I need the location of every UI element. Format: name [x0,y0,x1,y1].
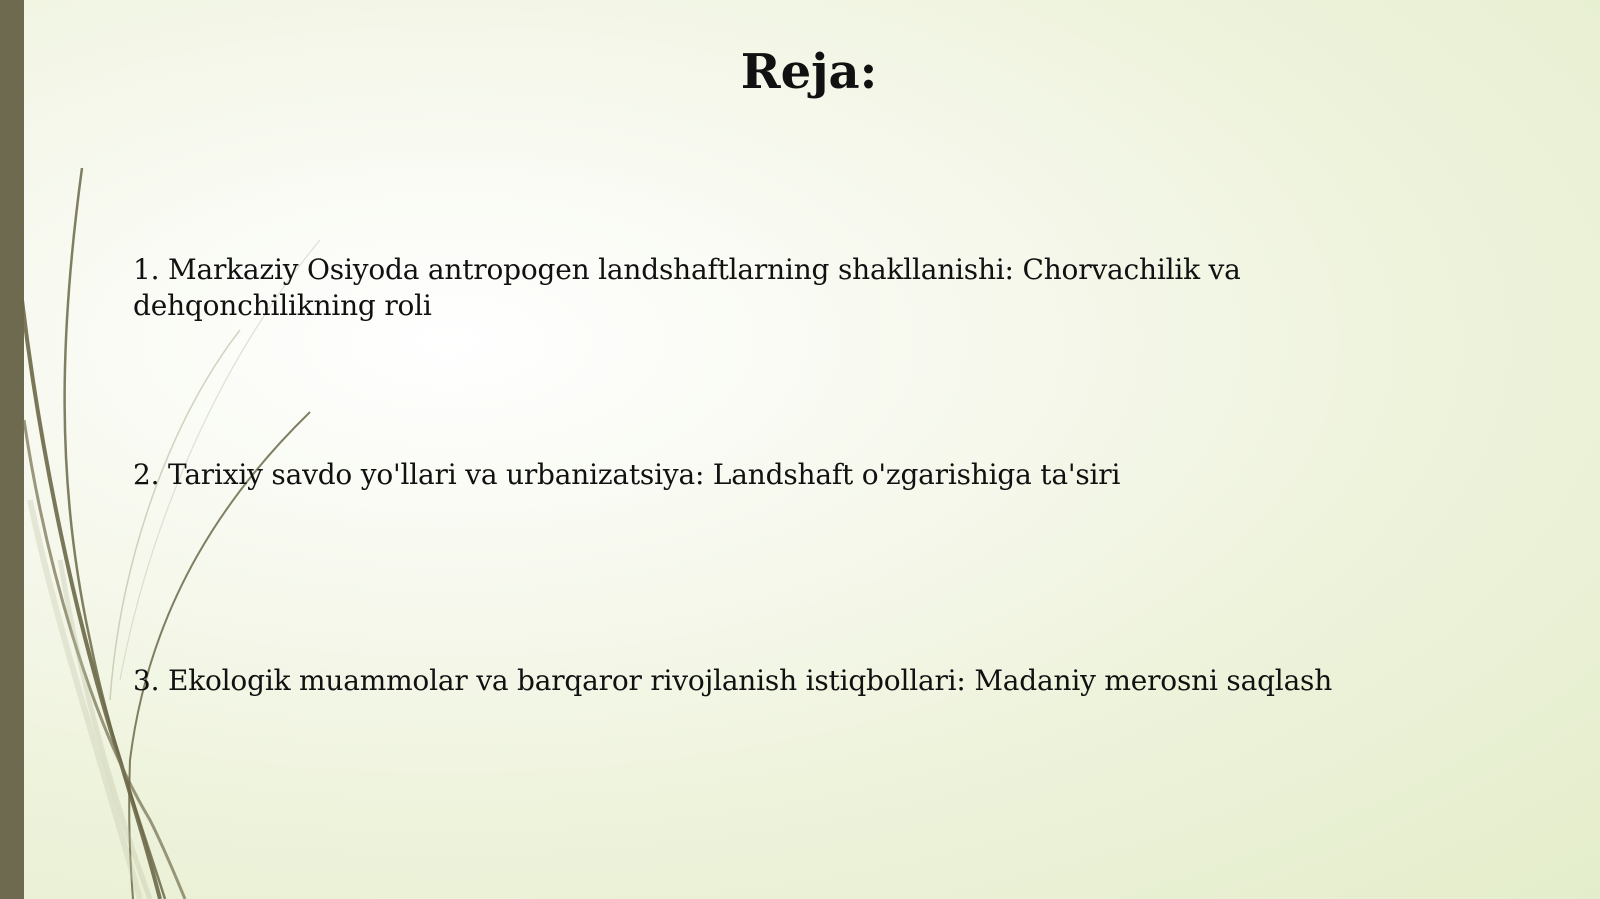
agenda-item: 1. Markaziy Osiyoda antropogen landshaftlarning shakllanishi: Chorvachilik va dehqonchilikning roli [133,253,1241,322]
agenda-item: 2. Tarixiy savdo yo'llari va urbanizatsiya: Landshaft o'zgarishiga ta'siri [133,458,1121,491]
agenda-item: 3. Ekologik muammolar va barqaror rivojlanish istiqbollari: Madaniy merosni saqlash [133,664,1333,697]
slide-title: Reja: [740,44,878,100]
grass-decoration-icon [0,0,340,899]
